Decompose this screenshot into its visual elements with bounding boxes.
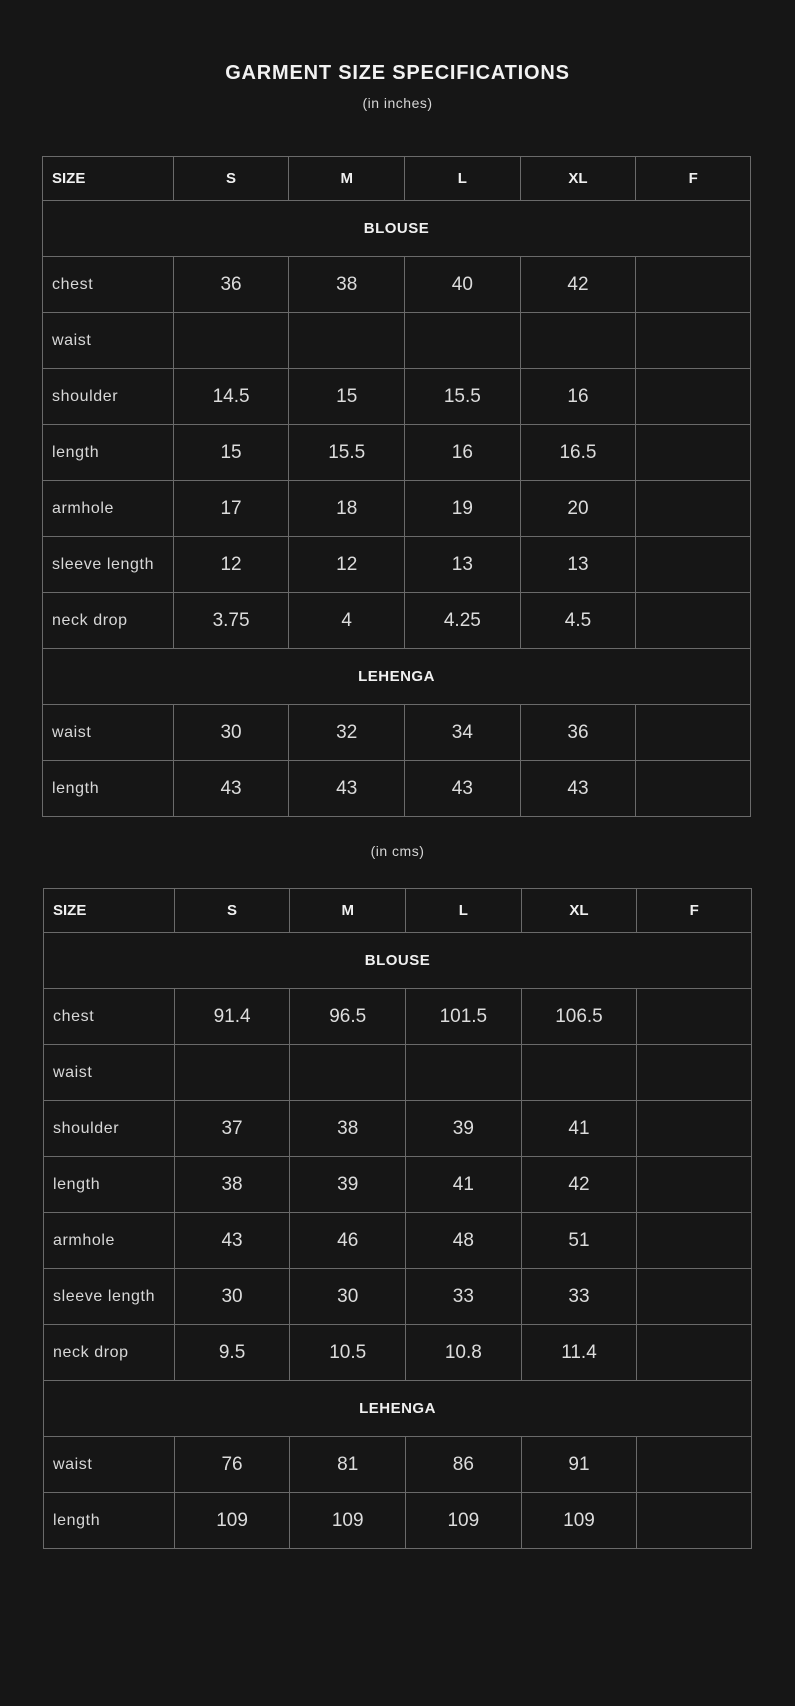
table-row	[44, 1325, 752, 1381]
measurement-value	[636, 761, 751, 817]
size-column-header: F	[637, 889, 752, 933]
measurement-value: 43	[520, 761, 636, 817]
measurement-value	[289, 313, 405, 369]
table-row	[43, 761, 751, 817]
section-title: BLOUSE	[44, 933, 752, 989]
measurement-value: 18	[289, 481, 405, 537]
measurement-label: length	[43, 425, 174, 481]
measurement-value: 96.5	[290, 989, 406, 1045]
measurement-value: 30	[174, 1269, 290, 1325]
measurement-value: 20	[520, 481, 636, 537]
measurement-value: 13	[405, 537, 521, 593]
measurement-value: 38	[289, 257, 405, 313]
measurement-value: 42	[521, 1157, 637, 1213]
table-row	[43, 593, 751, 649]
measurement-value	[405, 313, 521, 369]
header-row	[44, 889, 752, 933]
unit-label-cms: (in cms)	[370, 843, 425, 859]
measurement-value	[637, 1157, 752, 1213]
size-header-cell: SIZE	[44, 889, 175, 933]
measurement-value: 10.8	[406, 1325, 522, 1381]
measurement-value: 109	[406, 1493, 522, 1549]
measurement-label: sleeve length	[44, 1269, 175, 1325]
measurement-value: 16.5	[520, 425, 636, 481]
measurement-value	[636, 313, 751, 369]
size-column-header: L	[406, 889, 522, 933]
measurement-value	[290, 1045, 406, 1101]
size-table-cms	[43, 888, 752, 1549]
measurement-label: shoulder	[43, 369, 174, 425]
measurement-value: 4.5	[520, 593, 636, 649]
measurement-value	[520, 313, 636, 369]
measurement-value: 41	[521, 1101, 637, 1157]
measurement-label: chest	[43, 257, 174, 313]
measurement-value: 15	[289, 369, 405, 425]
measurement-value: 109	[174, 1493, 290, 1549]
measurement-value: 38	[290, 1101, 406, 1157]
measurement-value: 16	[520, 369, 636, 425]
measurement-value: 43	[173, 761, 289, 817]
table-row	[43, 369, 751, 425]
measurement-value	[637, 1493, 752, 1549]
measurement-value: 76	[174, 1437, 290, 1493]
measurement-value: 30	[290, 1269, 406, 1325]
measurement-value: 4	[289, 593, 405, 649]
section-row	[44, 933, 752, 989]
table-row	[44, 1269, 752, 1325]
measurement-value: 101.5	[406, 989, 522, 1045]
table-row	[43, 313, 751, 369]
measurement-value: 39	[406, 1101, 522, 1157]
measurement-value: 48	[406, 1213, 522, 1269]
measurement-value: 38	[174, 1157, 290, 1213]
measurement-label: shoulder	[44, 1101, 175, 1157]
size-column-header: M	[289, 157, 405, 201]
measurement-label: length	[43, 761, 174, 817]
table-row	[44, 1101, 752, 1157]
measurement-value	[174, 1045, 290, 1101]
measurement-value: 86	[406, 1437, 522, 1493]
size-column-header: F	[636, 157, 751, 201]
measurement-value: 36	[520, 705, 636, 761]
table-row	[43, 537, 751, 593]
measurement-value: 91.4	[174, 989, 290, 1045]
table-row	[44, 1157, 752, 1213]
measurement-label: chest	[44, 989, 175, 1045]
measurement-value	[636, 705, 751, 761]
measurement-value: 11.4	[521, 1325, 637, 1381]
measurement-value: 12	[289, 537, 405, 593]
measurement-label: waist	[44, 1045, 175, 1101]
measurement-value: 4.25	[405, 593, 521, 649]
measurement-value	[406, 1045, 522, 1101]
section-row	[43, 649, 751, 705]
measurement-value: 42	[520, 257, 636, 313]
measurement-value	[637, 1045, 752, 1101]
measurement-value	[636, 425, 751, 481]
section-title: LEHENGA	[44, 1381, 752, 1437]
page-title: GARMENT SIZE SPECIFICATIONS	[225, 62, 570, 84]
size-table-inches	[42, 156, 751, 817]
measurement-value: 13	[520, 537, 636, 593]
measurement-value: 51	[521, 1213, 637, 1269]
section-row	[43, 201, 751, 257]
measurement-value	[521, 1045, 637, 1101]
measurement-label: neck drop	[44, 1325, 175, 1381]
measurement-value: 32	[289, 705, 405, 761]
measurement-value: 3.75	[173, 593, 289, 649]
measurement-value: 34	[405, 705, 521, 761]
measurement-label: waist	[43, 705, 174, 761]
measurement-value	[637, 989, 752, 1045]
size-header-cell: SIZE	[43, 157, 174, 201]
header-row	[43, 157, 751, 201]
table-row	[43, 425, 751, 481]
size-column-header: XL	[521, 889, 637, 933]
size-column-header: XL	[520, 157, 636, 201]
measurement-value: 109	[521, 1493, 637, 1549]
unit-label-inches: (in inches)	[362, 95, 433, 111]
measurement-label: waist	[44, 1437, 175, 1493]
measurement-value: 16	[405, 425, 521, 481]
size-column-header: L	[405, 157, 521, 201]
measurement-value: 109	[290, 1493, 406, 1549]
measurement-label: waist	[43, 313, 174, 369]
measurement-value	[636, 369, 751, 425]
measurement-value: 81	[290, 1437, 406, 1493]
measurement-value: 39	[290, 1157, 406, 1213]
measurement-value	[636, 593, 751, 649]
table-row	[44, 1493, 752, 1549]
measurement-value	[637, 1213, 752, 1269]
measurement-value: 15.5	[405, 369, 521, 425]
size-column-header: M	[290, 889, 406, 933]
table-row	[44, 989, 752, 1045]
measurement-value: 37	[174, 1101, 290, 1157]
measurement-value: 9.5	[174, 1325, 290, 1381]
measurement-value	[637, 1325, 752, 1381]
measurement-value: 43	[289, 761, 405, 817]
measurement-value: 15	[173, 425, 289, 481]
table-row	[43, 705, 751, 761]
measurement-value: 19	[405, 481, 521, 537]
measurement-value: 10.5	[290, 1325, 406, 1381]
measurement-value: 30	[173, 705, 289, 761]
table-row	[44, 1045, 752, 1101]
measurement-value	[173, 313, 289, 369]
measurement-value: 43	[174, 1213, 290, 1269]
measurement-value: 36	[173, 257, 289, 313]
measurement-value	[636, 481, 751, 537]
measurement-value: 33	[521, 1269, 637, 1325]
measurement-value: 91	[521, 1437, 637, 1493]
table-row	[43, 481, 751, 537]
measurement-value: 12	[173, 537, 289, 593]
measurement-value: 46	[290, 1213, 406, 1269]
measurement-value: 14.5	[173, 369, 289, 425]
measurement-value: 106.5	[521, 989, 637, 1045]
measurement-label: length	[44, 1157, 175, 1213]
measurement-label: armhole	[43, 481, 174, 537]
measurement-value	[637, 1101, 752, 1157]
table-row	[44, 1213, 752, 1269]
section-title: BLOUSE	[43, 201, 751, 257]
measurement-label: length	[44, 1493, 175, 1549]
section-row	[44, 1381, 752, 1437]
table-row	[44, 1437, 752, 1493]
size-column-header: S	[174, 889, 290, 933]
table-row	[43, 257, 751, 313]
measurement-value	[636, 257, 751, 313]
measurement-value: 41	[406, 1157, 522, 1213]
measurement-label: sleeve length	[43, 537, 174, 593]
measurement-value: 15.5	[289, 425, 405, 481]
section-title: LEHENGA	[43, 649, 751, 705]
measurement-value: 43	[405, 761, 521, 817]
measurement-value	[637, 1269, 752, 1325]
measurement-value	[636, 537, 751, 593]
measurement-label: neck drop	[43, 593, 174, 649]
measurement-value	[637, 1437, 752, 1493]
measurement-value: 33	[406, 1269, 522, 1325]
measurement-label: armhole	[44, 1213, 175, 1269]
measurement-value: 17	[173, 481, 289, 537]
size-column-header: S	[173, 157, 289, 201]
measurement-value: 40	[405, 257, 521, 313]
